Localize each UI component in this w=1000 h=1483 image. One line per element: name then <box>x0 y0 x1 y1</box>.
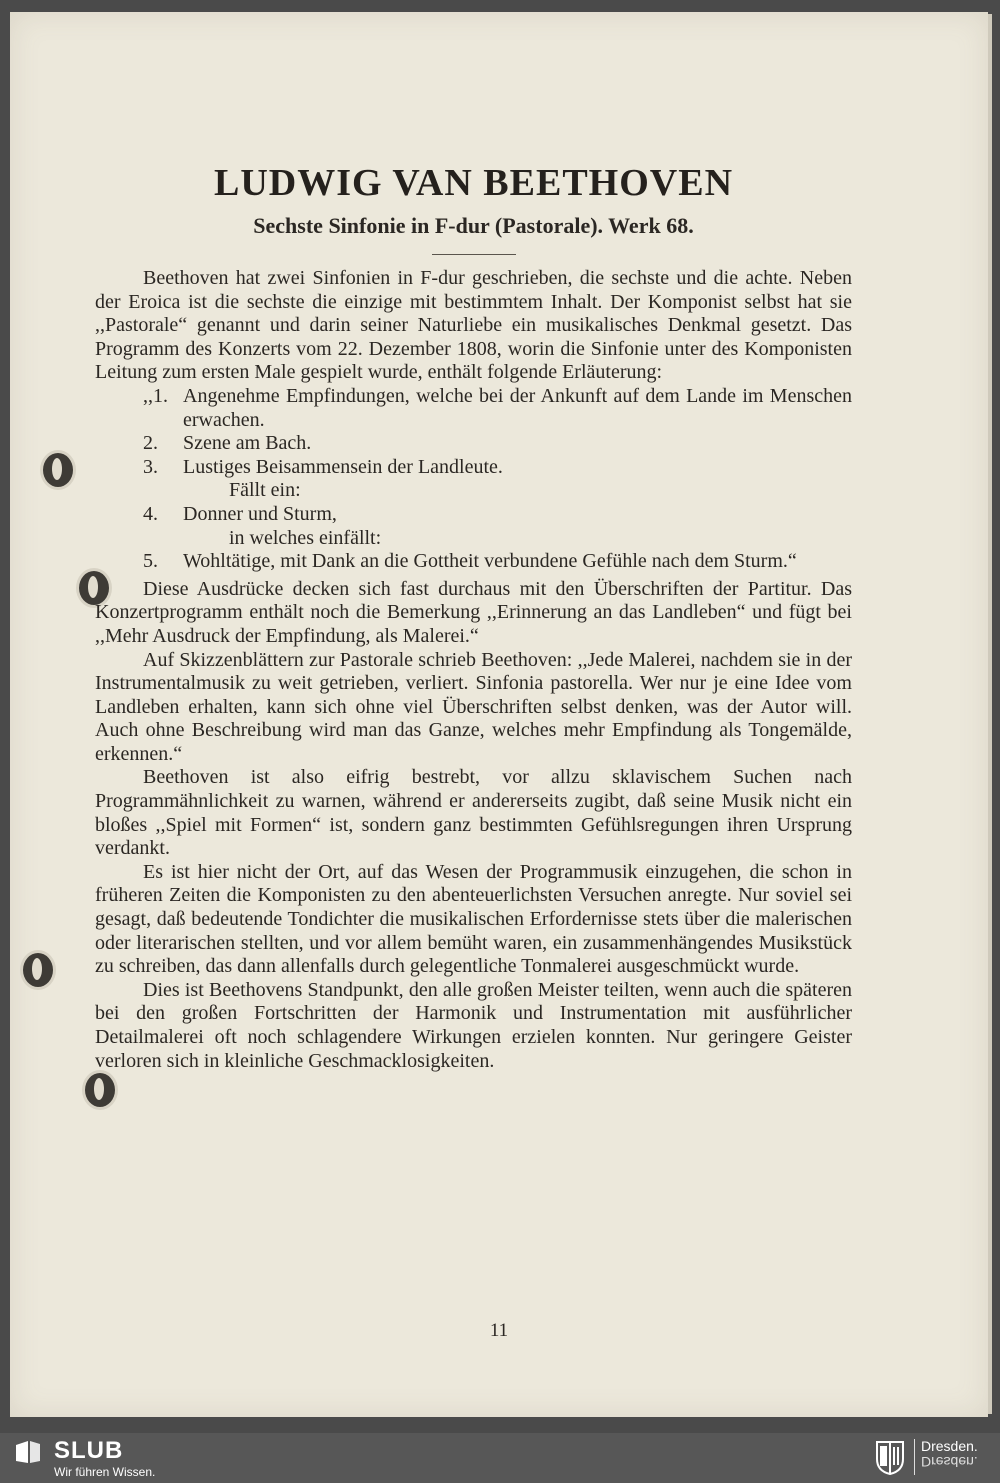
list-item <box>95 456 852 503</box>
page-number: 11 <box>489 1320 509 1341</box>
dresden-label[interactable]: Dresden. <box>921 1438 978 1454</box>
slub-logo-icon[interactable] <box>14 1439 42 1465</box>
punch-hole <box>40 450 76 490</box>
paragraph: Dies ist Beethovens Standpunkt, den alle großen Meister teilten, wenn auch die späteren bei den großen Fortschritten der Harmonik und Instrumentation mit ausführlicher Detailmalerei oft noch schlagendere Wirkungen erzielen konnten. Nur geringere Geister verloren sich in kleinliche Geschmacklosigkeiten. <box>95 978 852 1072</box>
list-item-number: ,,1. <box>143 384 168 407</box>
list-item-text: Wohltätige, mit Dank an die Gottheit verbundene Gefühle nach dem Sturm.“ <box>183 550 797 573</box>
list-item-number: 4. <box>143 502 158 525</box>
program-list <box>95 385 852 574</box>
paragraph: Diese Ausdrücke decken sich fast durchaus mit den Überschriften der Partitur. Das Konzertprogramm enthält noch die Bemerkung ,,Erinnerung an das Landleben“ und fügt bei ,,Mehr Ausdruck der Empfindung, als Malerei.“ <box>95 577 852 647</box>
page-edge <box>988 14 992 1414</box>
dresden-crest-icon[interactable] <box>874 1439 906 1475</box>
list-item <box>95 550 852 574</box>
body-text <box>95 267 852 1073</box>
footer-bar <box>0 1433 1000 1483</box>
paragraph: Es ist hier nicht der Ort, auf das Wesen der Programmusik einzugehen, die schon in früheren Zeiten die Komponisten zu den abenteuerlichsten Versuchen anregte. Nur soviel sei gesagt, daß bedeutende Tondichter die musikalischen Erfordernisse stets über die malerischen oder literarischen stellten, und vor allem bemüht waren, ein zusammenhängendes Musikstück zu schreiben, das dann allenfalls durch gelegentliche Tonmalerei ausgeschmückt wurde. <box>95 860 852 978</box>
document-subtitle: Sechste Sinfonie in F-dur (Pastorale). Werk 68. <box>253 213 694 238</box>
document-title: LUDWIG VAN BEETHOVEN <box>213 162 734 204</box>
dresden-label-mirror: Dresden. <box>921 1454 978 1470</box>
list-item-number: 3. <box>143 455 158 478</box>
list-item-continuation: in welches einfällt: <box>229 526 382 549</box>
title-divider <box>432 254 516 255</box>
list-item-text: Angenehme Empfindungen, welche bei der Ankunft auf dem Lande im Menschen erwachen. <box>183 384 852 431</box>
punch-hole <box>82 1070 118 1110</box>
paragraph: Beethoven ist also eifrig bestrebt, vor allzu sklavischem Suchen nach Programmähnlichkeit zu warnen, während er andererseits zugibt, daß seine Musik nicht ein bloßes ,,Spiel mit Formen“ ist, sondern ganz bestimmten Gefühlsregungen ihren Ursprung verdankt. <box>95 766 852 860</box>
list-item-text: Szene am Bach. <box>183 432 312 455</box>
footer-separator <box>914 1439 915 1475</box>
paragraph: Auf Skizzenblättern zur Pastorale schrieb Beethoven: ,,Jede Malerei, nachdem sie in der Instrumentalmusik zu weit getrieben, verliert. Sinfonia pastorella. Wer nur je eine Idee vom Landleben erhalten, kann sich ohne viel Überschriften selbst denken, was der Autor will. Auch ohne Beschreibung wird man das Ganze, welches mehr Empfindung als Tongemälde, erkennen.“ <box>95 648 852 765</box>
document-content <box>95 160 852 1073</box>
list-item-continuation: Fällt ein: <box>229 479 301 502</box>
list-item-text: Lustiges Beisammensein der Landleute. <box>183 455 503 478</box>
list-item-number: 5. <box>143 550 158 573</box>
slub-tagline: Wir führen Wissen. <box>54 1465 156 1479</box>
list-item <box>95 385 852 432</box>
paragraph-intro: Beethoven hat zwei Sinfonien in F-dur geschrieben, die sechste und die achte. Neben der Eroica ist die sechste die einzige mit bestimmtem Inhalt. Der Komponist selbst hat sie ,,Pastorale“ genannt und darin seiner Naturliebe ein musikalisches Denkmal gesetzt. Das Programm des Konzerts vom 22. Dezember 1808, worin die Sinfonie unter des Komponisten Leitung zum ersten Male gespielt wurde, enthält folgende Erläuterung: <box>95 267 852 384</box>
list-item-number: 2. <box>143 432 158 455</box>
list-item <box>95 432 852 456</box>
punch-hole <box>20 950 56 990</box>
slub-name[interactable]: SLUB <box>54 1437 124 1464</box>
list-item <box>95 503 852 550</box>
list-item-text: Donner und Sturm, <box>183 502 337 525</box>
